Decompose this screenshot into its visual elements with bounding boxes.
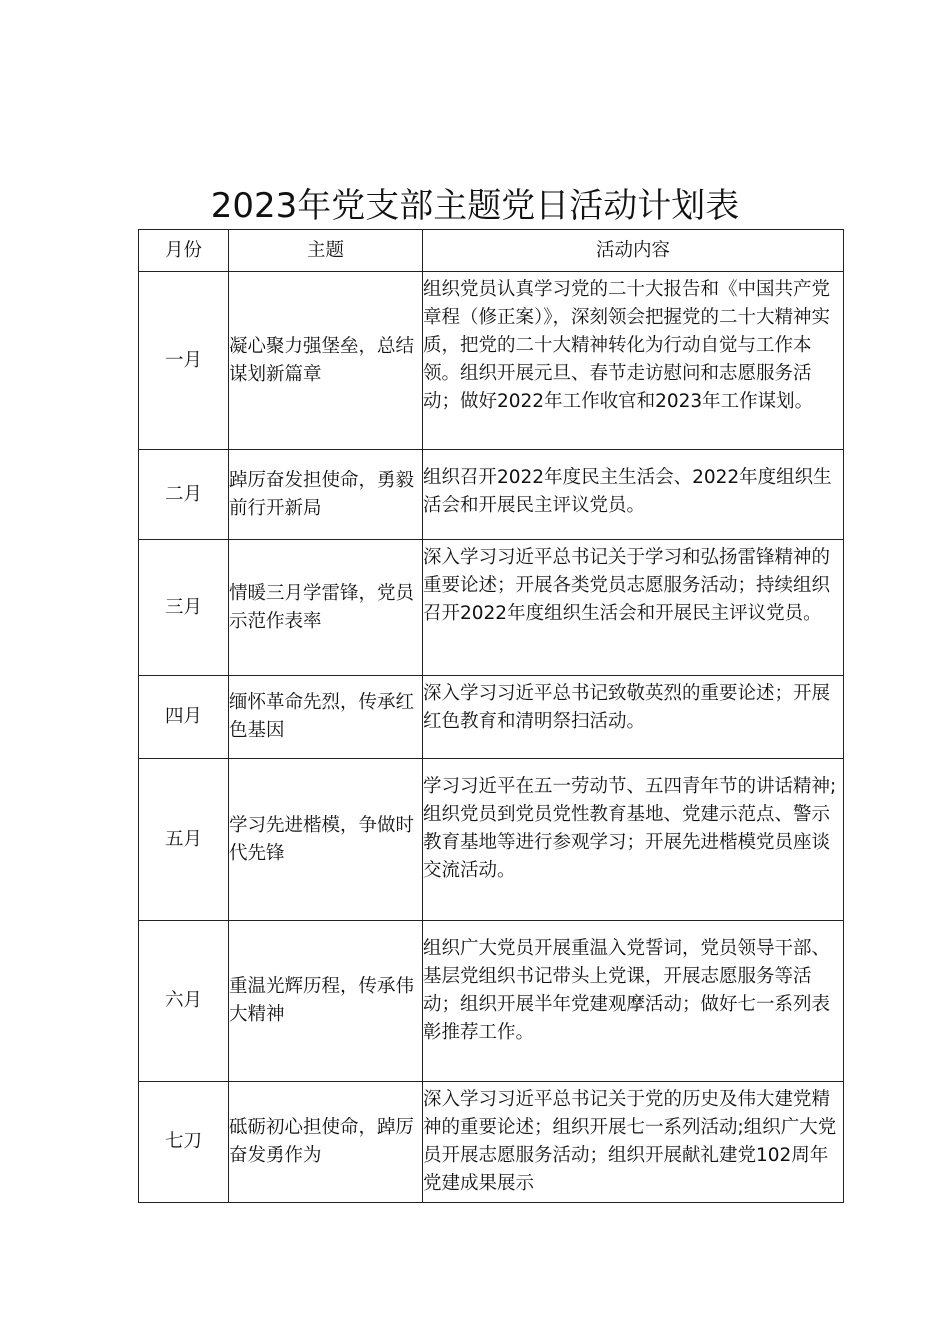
row-month: 七刀 <box>139 1082 229 1203</box>
row-theme: 凝心聚力强堡垒，总结谋划新篇章 <box>229 272 423 450</box>
row-theme: 缅怀革命先烈，传承红色基因 <box>229 676 423 759</box>
row-content: 深入学习习近平总书记致敬英烈的重要论述；开展红色教育和清明祭扫活动。 <box>423 676 844 759</box>
row-content: 组织召开2022年度民主生活会、2022年度组织生活会和开展民主评议党员。 <box>423 450 844 540</box>
header-month: 月份 <box>139 230 229 272</box>
header-theme: 主题 <box>229 230 423 272</box>
row-month: 一月 <box>139 272 229 450</box>
row-theme: 踔厉奋发担使命，勇毅前行开新局 <box>229 450 423 540</box>
table-row <box>139 1082 844 1203</box>
table-row <box>139 450 844 540</box>
row-content: 组织党员认真学习党的二十大报告和《中国共产党章程（修正案）》，深刻领会把握党的二十大精神实质，把党的二十大精神转化为行动自觉与工作本领。组织开展元旦、春节走访慰问和志愿服务活动；做好2022年工作收官和2023年工作谋划。 <box>423 272 844 450</box>
table-row <box>139 921 844 1082</box>
document-title: 2023年党支部主题党日活动计划表 <box>210 186 740 226</box>
row-theme: 重温光辉历程，传承伟大精神 <box>229 921 423 1082</box>
table-row <box>139 540 844 676</box>
row-content: 组织广大党员开展重温入党誓词，党员领导干部、基层党组织书记带头上党课，开展志愿服务等活动；组织开展半年党建观摩活动；做好七一系列表彰推荐工作。 <box>423 921 844 1082</box>
row-theme: 学习先进楷模，争做时代先锋 <box>229 759 423 921</box>
row-month: 三月 <box>139 540 229 676</box>
row-month: 二月 <box>139 450 229 540</box>
row-theme: 砥砺初心担使命，踔厉奋发勇作为 <box>229 1082 423 1203</box>
row-month: 四月 <box>139 676 229 759</box>
row-theme: 情暖三月学雷锋，党员示范作表率 <box>229 540 423 676</box>
row-month: 六月 <box>139 921 229 1082</box>
row-content: 学习习近平在五一劳动节、五四青年节的讲话精神;组织党员到党员党性教育基地、党建示范点、警示教育基地等进行参观学习；开展先进楷模党员座谈交流活动。 <box>423 759 844 921</box>
header-content: 活动内容 <box>423 230 844 272</box>
table-row <box>139 272 844 450</box>
row-content: 深入学习习近平总书记关于党的历史及伟大建党精神的重要论述；组织开展七一系列活动;组织广大党员开展志愿服务活动；组织开展献礼建党102周年党建成果展示 <box>423 1082 844 1203</box>
row-content: 深入学习习近平总书记关于学习和弘扬雷锋精神的重要论述；开展各类党员志愿服务活动；持续组织召开2022年度组织生活会和开展民主评议党员。 <box>423 540 844 676</box>
table-row <box>139 676 844 759</box>
table-header-row <box>139 230 844 272</box>
activity-plan-table <box>138 229 844 1203</box>
table-row <box>139 759 844 921</box>
row-month: 五月 <box>139 759 229 921</box>
